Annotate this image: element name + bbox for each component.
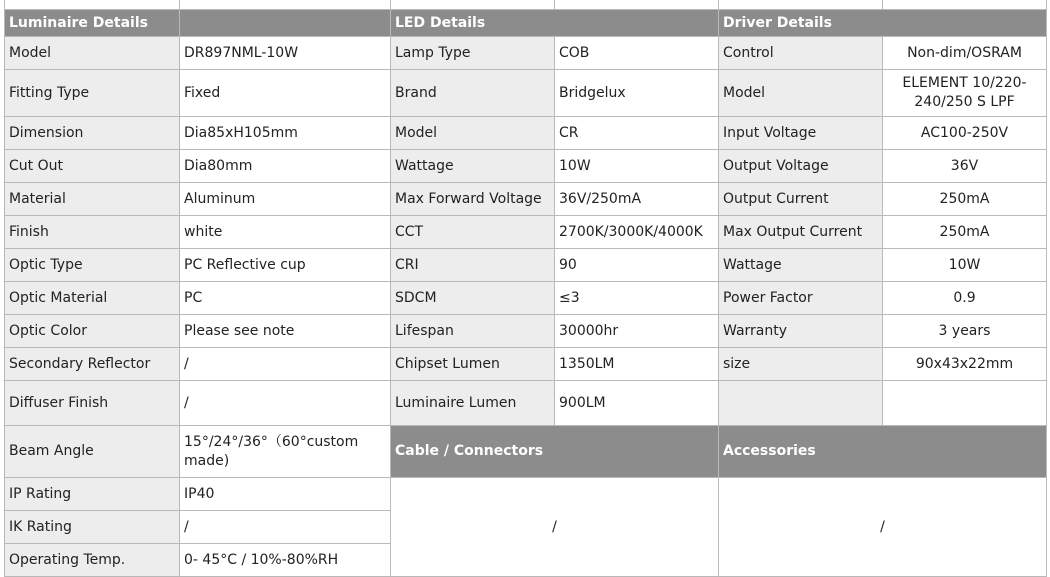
driver-value[interactable]: 36V bbox=[883, 150, 1047, 183]
led-value[interactable]: COB bbox=[555, 37, 719, 70]
luminaire-value[interactable]: Aluminum bbox=[180, 183, 391, 216]
led-value[interactable]: CR bbox=[555, 117, 719, 150]
driver-value[interactable]: 3 years bbox=[883, 315, 1047, 348]
luminaire-value[interactable]: white bbox=[180, 216, 391, 249]
driver-label[interactable]: Max Output Current bbox=[719, 216, 883, 249]
luminaire-label[interactable]: IP Rating bbox=[5, 478, 180, 511]
driver-label[interactable]: Wattage bbox=[719, 249, 883, 282]
luminaire-label[interactable]: Finish bbox=[5, 216, 180, 249]
luminaire-value[interactable]: PC bbox=[180, 282, 391, 315]
driver-label[interactable]: Output Current bbox=[719, 183, 883, 216]
accessories-header[interactable]: Accessories bbox=[719, 426, 1047, 478]
driver-label[interactable]: Input Voltage bbox=[719, 117, 883, 150]
luminaire-value[interactable]: / bbox=[180, 511, 391, 544]
luminaire-label[interactable]: IK Rating bbox=[5, 511, 180, 544]
luminaire-value[interactable]: / bbox=[180, 348, 391, 381]
spreadsheet-cell[interactable] bbox=[719, 0, 883, 10]
driver-label[interactable]: Control bbox=[719, 37, 883, 70]
led-label[interactable]: Max Forward Voltage bbox=[391, 183, 555, 216]
driver-value[interactable]: AC100-250V bbox=[883, 117, 1047, 150]
driver-value[interactable]: 250mA bbox=[883, 183, 1047, 216]
led-value[interactable]: 36V/250mA bbox=[555, 183, 719, 216]
luminaire-label[interactable]: Model bbox=[5, 37, 180, 70]
luminaire-label[interactable]: Material bbox=[5, 183, 180, 216]
driver-label[interactable]: Power Factor bbox=[719, 282, 883, 315]
luminaire-value[interactable]: Please see note bbox=[180, 315, 391, 348]
driver-label[interactable]: size bbox=[719, 348, 883, 381]
luminaire-value[interactable]: Dia85xH105mm bbox=[180, 117, 391, 150]
driver-value[interactable]: Non-dim/OSRAM bbox=[883, 37, 1047, 70]
luminaire-value[interactable]: DR897NML-10W bbox=[180, 37, 391, 70]
led-value[interactable]: 2700K/3000K/4000K bbox=[555, 216, 719, 249]
spreadsheet-cell[interactable] bbox=[883, 0, 1047, 10]
luminaire-label[interactable]: Secondary Reflector bbox=[5, 348, 180, 381]
driver-value[interactable]: 10W bbox=[883, 249, 1047, 282]
led-value[interactable]: Bridgelux bbox=[555, 70, 719, 117]
luminaire-label[interactable]: Dimension bbox=[5, 117, 180, 150]
luminaire-value[interactable]: Fixed bbox=[180, 70, 391, 117]
led-value[interactable]: 10W bbox=[555, 150, 719, 183]
led-value[interactable]: ≤3 bbox=[555, 282, 719, 315]
driver-value[interactable]: ELEMENT 10/220-240/250 S LPF bbox=[883, 70, 1047, 117]
cable-connectors-value[interactable]: / bbox=[391, 478, 719, 577]
empty-cell[interactable] bbox=[719, 381, 883, 426]
luminaire-value[interactable]: PC Reflective cup bbox=[180, 249, 391, 282]
led-value[interactable]: 90 bbox=[555, 249, 719, 282]
led-label[interactable]: CRI bbox=[391, 249, 555, 282]
led-label[interactable]: Wattage bbox=[391, 150, 555, 183]
luminaire-label[interactable]: Cut Out bbox=[5, 150, 180, 183]
led-label[interactable]: Model bbox=[391, 117, 555, 150]
spreadsheet-cell[interactable] bbox=[391, 0, 555, 10]
luminaire-value[interactable]: / bbox=[180, 381, 391, 426]
led-label[interactable]: Chipset Lumen bbox=[391, 348, 555, 381]
cable-connectors-header[interactable]: Cable / Connectors bbox=[391, 426, 719, 478]
header-cell[interactable] bbox=[180, 10, 391, 37]
driver-label[interactable]: Output Voltage bbox=[719, 150, 883, 183]
led-label[interactable]: CCT bbox=[391, 216, 555, 249]
luminaire-label[interactable]: Diffuser Finish bbox=[5, 381, 180, 426]
led-value[interactable]: 30000hr bbox=[555, 315, 719, 348]
luminaire-label[interactable]: Optic Material bbox=[5, 282, 180, 315]
led-value[interactable]: 900LM bbox=[555, 381, 719, 426]
driver-value[interactable]: 90x43x22mm bbox=[883, 348, 1047, 381]
luminaire-value[interactable]: Dia80mm bbox=[180, 150, 391, 183]
spec-table bbox=[4, 0, 1047, 577]
spreadsheet-cell[interactable] bbox=[180, 0, 391, 10]
luminaire-value[interactable]: IP40 bbox=[180, 478, 391, 511]
driver-label[interactable]: Model bbox=[719, 70, 883, 117]
led-label[interactable]: Brand bbox=[391, 70, 555, 117]
led-details-header[interactable]: LED Details bbox=[391, 10, 719, 37]
led-label[interactable]: SDCM bbox=[391, 282, 555, 315]
driver-label[interactable]: Warranty bbox=[719, 315, 883, 348]
luminaire-details-header[interactable]: Luminaire Details bbox=[5, 10, 180, 37]
luminaire-label[interactable]: Optic Type bbox=[5, 249, 180, 282]
empty-cell[interactable] bbox=[883, 381, 1047, 426]
luminaire-label[interactable]: Operating Temp. bbox=[5, 544, 180, 577]
driver-value[interactable]: 250mA bbox=[883, 216, 1047, 249]
led-label[interactable]: Luminaire Lumen bbox=[391, 381, 555, 426]
led-label[interactable]: Lamp Type bbox=[391, 37, 555, 70]
luminaire-label[interactable]: Beam Angle bbox=[5, 426, 180, 478]
spreadsheet-cell[interactable] bbox=[555, 0, 719, 10]
luminaire-label[interactable]: Fitting Type bbox=[5, 70, 180, 117]
luminaire-label[interactable]: Optic Color bbox=[5, 315, 180, 348]
accessories-value[interactable]: / bbox=[719, 478, 1047, 577]
spreadsheet-cell[interactable] bbox=[5, 0, 180, 10]
led-value[interactable]: 1350LM bbox=[555, 348, 719, 381]
driver-details-header[interactable]: Driver Details bbox=[719, 10, 1047, 37]
led-label[interactable]: Lifespan bbox=[391, 315, 555, 348]
driver-value[interactable]: 0.9 bbox=[883, 282, 1047, 315]
luminaire-value[interactable]: 0- 45°C / 10%-80%RH bbox=[180, 544, 391, 577]
luminaire-value[interactable]: 15°/24°/36°（60°custom made) bbox=[180, 426, 391, 478]
